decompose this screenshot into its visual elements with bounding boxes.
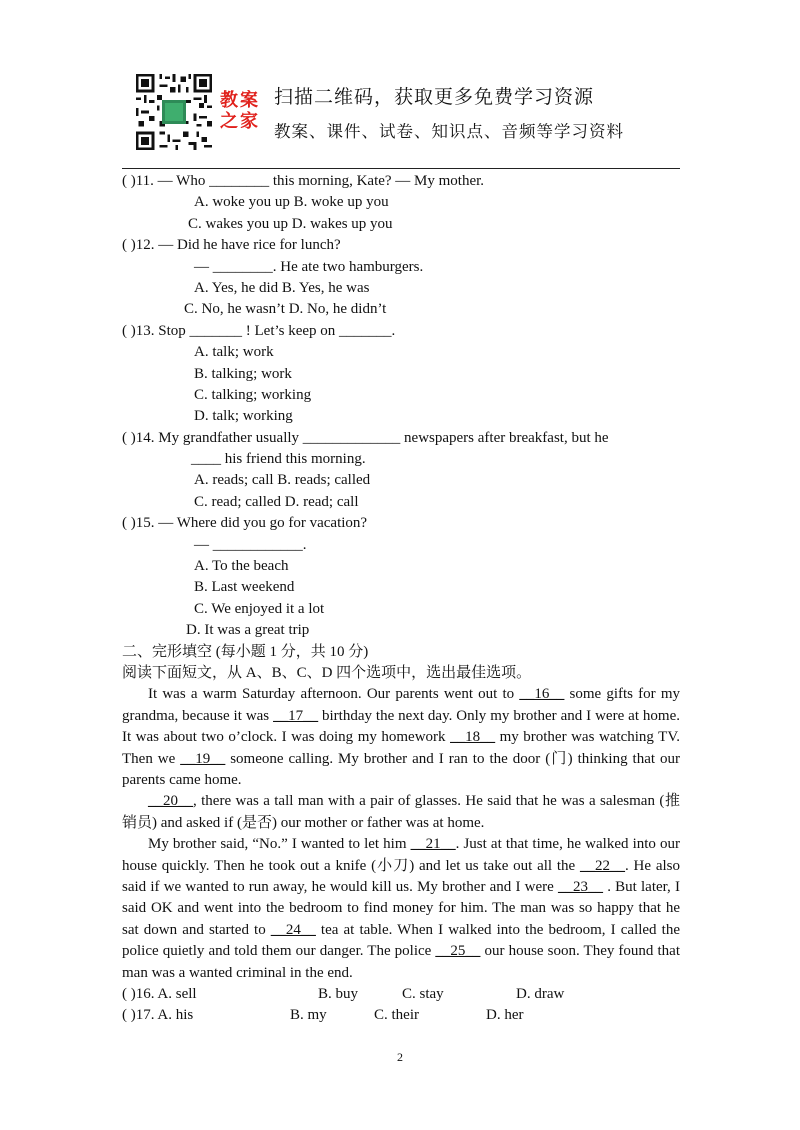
blank-16: __16__ [519,686,565,703]
blank-25: __25__ [435,943,481,960]
blank-19: __19__ [180,750,226,767]
passage-paragraph-3: My brother said, “No.” I wanted to let him __21__. Just at that time, he walked into our house quickly. Then he took out a knife (小刀) and let us take out all the __22__. He also said if we wanted to run away, he would kill us. My brother and I were __23__ . But later, I said OK and went into the bedroom to find money for him. The man was so happy that he sat down and started to __24__ tea at table. When I walked into the bedroom, I called the police quietly and told them our danger. The police __25__ our house soon. They found that man was a wanted criminal in the end. [122,836,681,981]
question-options: C. No, he wasn’t D. No, he didn’t [184,301,387,318]
option-b: B. Last weekend [194,579,295,596]
header-tagline-secondary: 教案、课件、试卷、知识点、音频等学习资料 [274,122,624,141]
blank-17: __17__ [273,707,319,724]
section-instruction: 阅读下面短文，从 A、B、C、D 四个选项中，选出最佳选项。 [122,664,532,681]
option-a: A. talk; work [194,344,274,361]
question-options: A. woke you up B. woke up you [194,194,389,211]
blank-23: __23__ [558,879,604,896]
header-tagline-primary: 扫描二维码，获取更多免费学习资源 [274,86,595,108]
question-14 [122,428,680,514]
option-a: A. To the beach [194,558,289,575]
qr-code-icon [136,74,212,150]
blank-22: __22__ [580,857,626,874]
blank-20: __20__ [148,793,193,810]
blank-24: __24__ [270,921,316,938]
question-answer-line: — ____________. [194,536,307,553]
section-title: 二、完形填空 (每小题 1 分，共 10 分) [122,643,369,660]
question-options: C. wakes you up D. wakes up you [188,215,393,232]
question-12 [122,235,680,321]
worksheet-content [122,171,680,1027]
brand-logo-text: 教案之家 [220,90,260,132]
page-number: 2 [397,1050,403,1064]
question-options: A. reads; call B. reads; called [194,472,371,489]
question-stem: ( )12. — Did he have rice for lunch? [122,237,341,254]
question-stem: ( )14. My grandfather usually _____________ newspapers after breakfast, but he [122,429,609,446]
question-answer-line: — ________. He ate two hamburgers. [194,258,424,275]
option-c: C. We enjoyed it a lot [194,600,325,617]
question-stem: ( )15. — Where did you go for vacation? [122,515,368,532]
question-stem: ( )13. Stop _______ ! Let’s keep on _______. [122,322,396,339]
option-c: C. talking; working [194,386,312,403]
promo-header [136,72,696,154]
option-b: B. talking; work [194,365,292,382]
option-row-17: ( )17. A. his B. my C. their D. her [122,1007,524,1024]
question-15 [122,513,680,641]
passage-paragraph-2: __20__, there was a tall man with a pair of glasses. He said that he was a salesman (推销员) and asked if (是否) our mother or father was at home. [122,793,680,831]
blank-18: __18__ [450,729,496,746]
blank-21: __21__ [410,836,456,853]
passage-paragraph-1: It was a warm Saturday afternoon. Our parents went out to __16__ some gifts for my grandma, because it was __17__ birthday the next day. Only my brother and I were at home. It was about two o’clock. I was doing my homework __18__ my brother was watching TV. Then we __19__ someone calling. My brother and I ran to the door (门) thinking that our parents came home. [122,686,680,788]
option-d: D. It was a great trip [186,622,310,639]
question-11 [122,171,680,235]
option-row-16: ( )16. A. sell B. buy C. stay D. draw [122,986,565,1003]
question-options: A. Yes, he did B. Yes, he was [194,279,370,296]
question-options: C. read; called D. read; call [194,493,359,510]
question-13 [122,321,680,428]
question-stem-continued: ____ his friend this morning. [191,451,366,468]
question-stem: ( )11. — Who ________ this morning, Kate? — My mother. [122,173,485,189]
option-d: D. talk; working [194,408,293,425]
header-divider [122,168,680,169]
